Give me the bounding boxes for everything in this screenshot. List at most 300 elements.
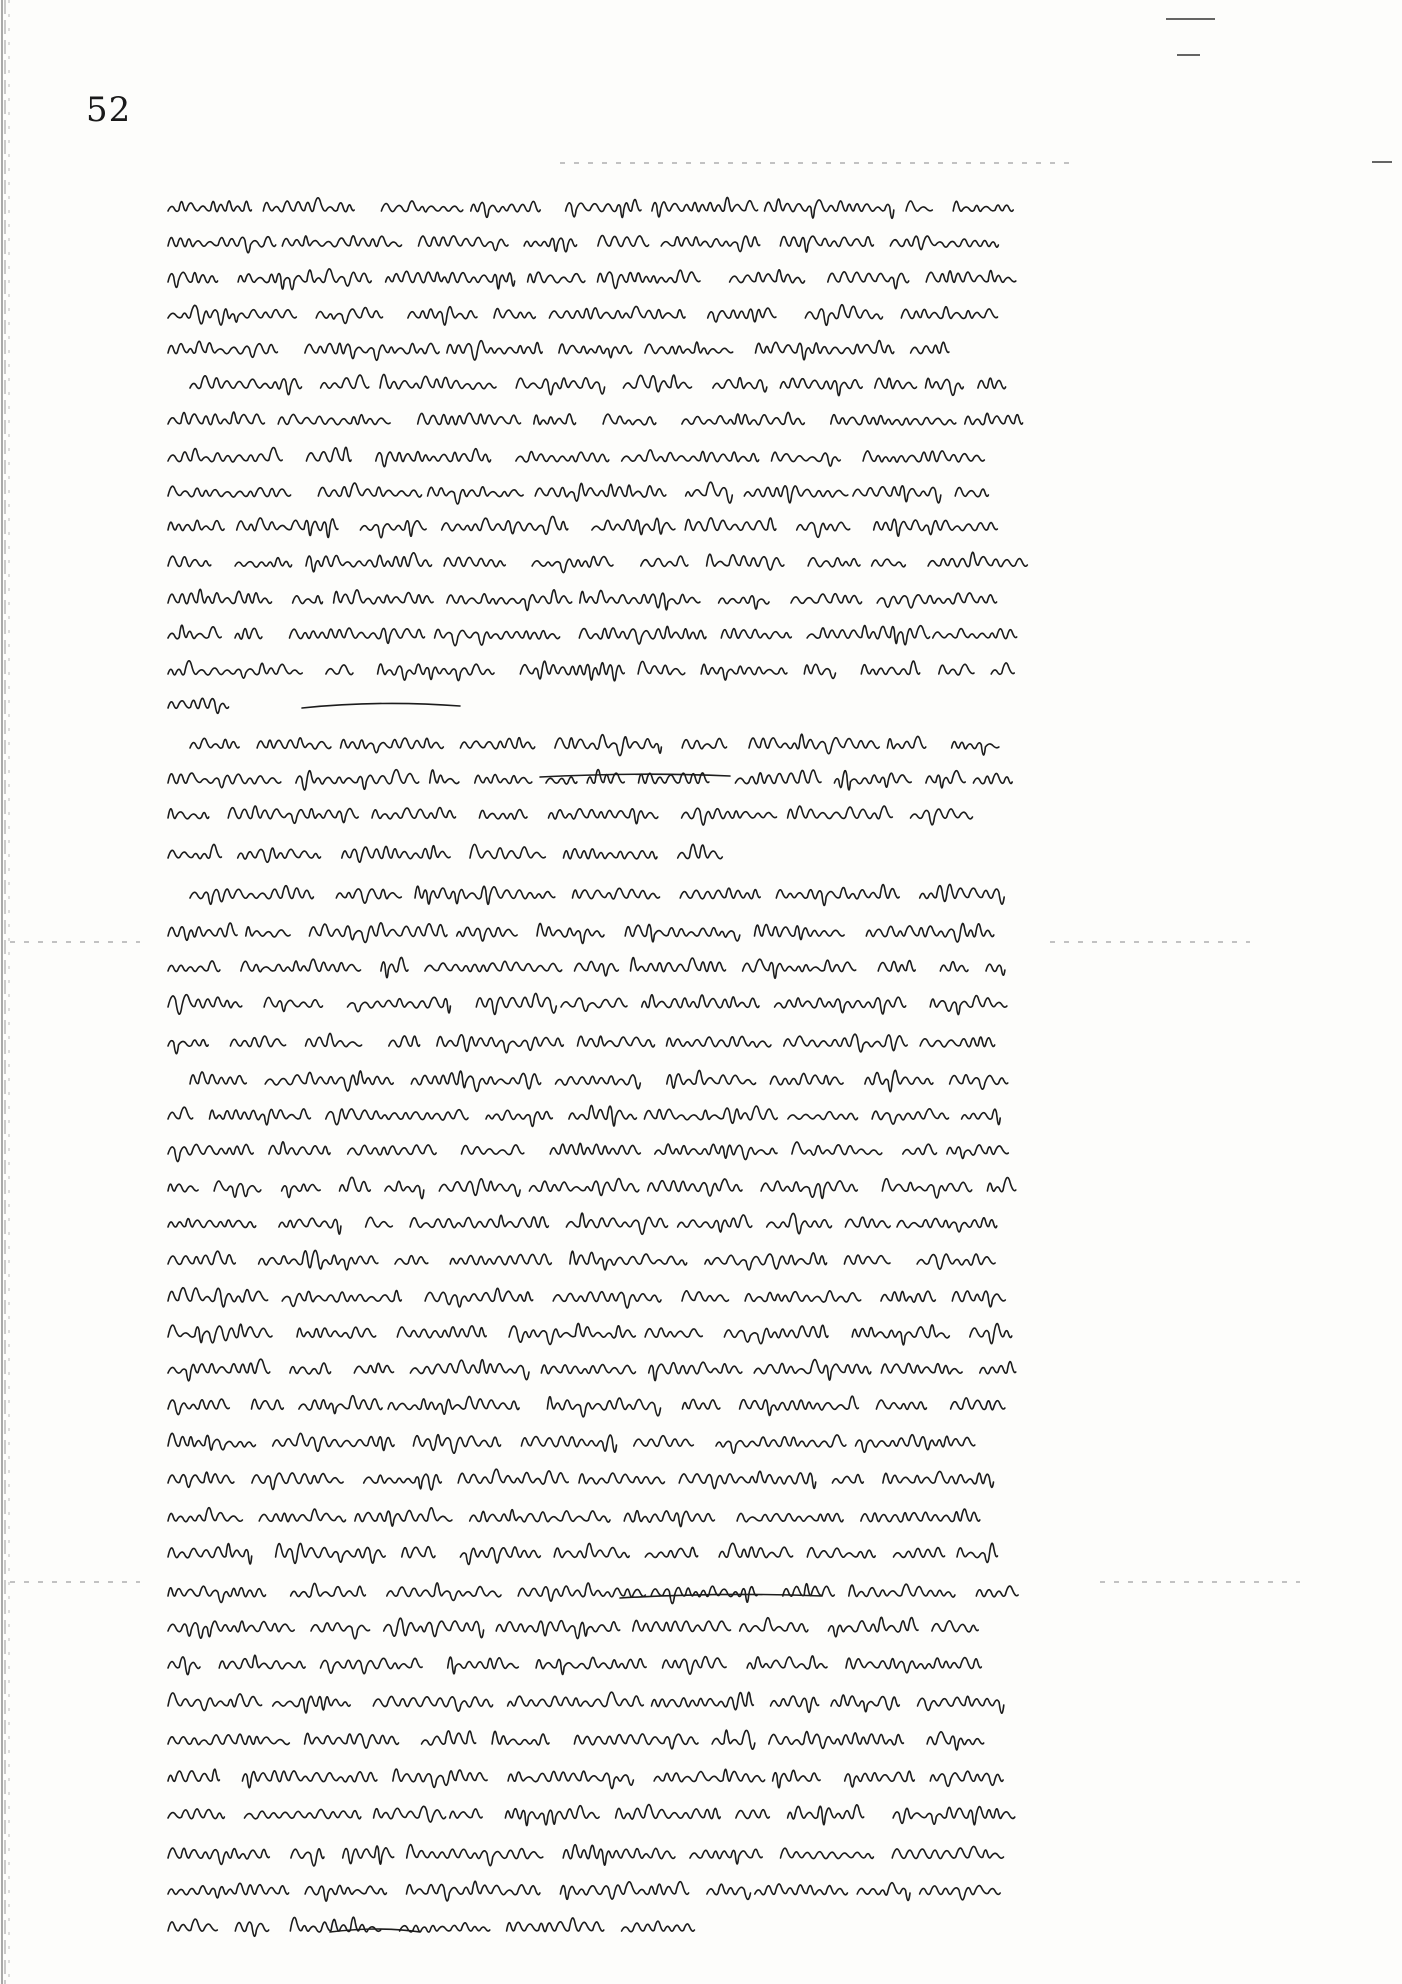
handwritten-word <box>965 413 1023 424</box>
handwritten-word <box>569 1105 637 1126</box>
handwritten-word <box>978 378 1006 389</box>
handwritten-word <box>354 1363 393 1373</box>
handwritten-word <box>508 1771 633 1788</box>
handwritten-word <box>447 341 542 360</box>
handwritten-word <box>991 663 1014 674</box>
handwritten-word <box>951 1398 1005 1410</box>
handwritten-word <box>168 1219 256 1228</box>
handwritten-word <box>411 1071 540 1091</box>
handwritten-word <box>735 770 821 784</box>
handwritten-word <box>168 844 221 858</box>
handwritten-word <box>168 1433 255 1450</box>
handwritten-word <box>655 1144 777 1159</box>
handwritten-line <box>190 734 999 755</box>
handwritten-word <box>986 964 1005 975</box>
handwritten-word <box>987 1178 1015 1192</box>
handwritten-word <box>168 698 229 713</box>
handwritten-word <box>168 1184 198 1192</box>
handwritten-word <box>168 1586 266 1602</box>
handwritten-word <box>622 450 759 462</box>
handwritten-word <box>561 998 627 1011</box>
handwritten-word <box>299 1396 382 1414</box>
handwritten-word <box>529 1179 638 1196</box>
handwritten-word <box>238 269 371 290</box>
handwritten-line <box>190 374 1006 395</box>
handwritten-word <box>707 1884 751 1899</box>
handwritten-word <box>265 1071 393 1091</box>
handwritten-word <box>708 308 776 322</box>
handwritten-line <box>168 698 229 713</box>
handwritten-word <box>857 1883 910 1901</box>
handwritten-word <box>743 959 856 978</box>
handwritten-word <box>740 1396 859 1415</box>
handwritten-word <box>476 993 556 1014</box>
handwritten-word <box>765 199 894 218</box>
handwritten-word <box>890 236 998 250</box>
handwritten-word <box>719 1543 793 1557</box>
handwritten-word <box>168 1883 289 1898</box>
handwritten-word <box>373 1696 492 1711</box>
handwritten-line <box>168 197 1013 218</box>
handwritten-word <box>252 1399 284 1409</box>
handwritten-word <box>321 1658 423 1673</box>
handwritten-word <box>834 771 911 790</box>
handwritten-word <box>682 738 727 748</box>
handwritten-word <box>555 735 662 756</box>
handwritten-word <box>957 1543 998 1562</box>
handwritten-word <box>471 201 540 217</box>
strike-through-mark <box>330 1929 420 1932</box>
handwritten-word <box>505 1806 599 1826</box>
handwritten-word <box>564 849 658 859</box>
handwritten-line <box>168 1177 1016 1198</box>
handwritten-word <box>264 997 322 1011</box>
handwritten-word <box>861 1509 980 1522</box>
handwritten-line <box>168 1845 1004 1866</box>
handwritten-line <box>168 923 994 944</box>
handwritten-word <box>598 270 701 288</box>
handwritten-word <box>381 957 408 977</box>
handwritten-word <box>645 342 733 354</box>
handwritten-word <box>622 1921 695 1932</box>
handwritten-word <box>877 593 996 608</box>
handwritten-word <box>290 628 425 643</box>
handwritten-word <box>168 1809 224 1819</box>
handwritten-word <box>649 1362 742 1380</box>
handwritten-word <box>579 626 706 644</box>
handwritten-word <box>168 520 224 530</box>
handwritten-word <box>168 1544 252 1564</box>
handwritten-word <box>550 1143 640 1154</box>
handwritten-word <box>168 1040 208 1054</box>
handwritten-word <box>740 1618 808 1632</box>
handwritten-word <box>376 449 491 467</box>
handwritten-word <box>749 734 879 754</box>
handwritten-word <box>832 1475 863 1484</box>
handwritten-word <box>724 1325 828 1343</box>
handwritten-word <box>496 1621 620 1639</box>
handwritten-word <box>257 738 331 749</box>
handwritten-word <box>380 374 496 389</box>
handwritten-word <box>381 201 462 212</box>
handwritten-word <box>872 1109 948 1124</box>
handwritten-word <box>828 1617 918 1636</box>
handwritten-word <box>926 271 1016 283</box>
handwritten-word <box>624 1511 714 1527</box>
handwritten-word <box>470 1510 610 1522</box>
handwritten-word <box>955 488 988 497</box>
handwritten-word <box>853 486 941 503</box>
handwritten-word <box>355 1508 452 1526</box>
handwritten-word <box>311 1623 370 1639</box>
handwritten-word <box>537 923 604 943</box>
handwritten-word <box>168 237 276 253</box>
handwritten-word <box>872 559 906 567</box>
handwritten-word <box>448 1657 519 1674</box>
handwritten-word <box>678 844 723 858</box>
handwritten-word <box>282 236 401 247</box>
handwritten-line <box>168 482 988 504</box>
handwritten-word <box>237 518 338 537</box>
handwritten-word <box>442 516 568 534</box>
handwritten-word <box>745 1291 861 1302</box>
handwritten-word <box>828 272 909 289</box>
handwritten-word <box>652 1692 754 1709</box>
handwritten-word <box>754 1360 871 1380</box>
handwritten-word <box>306 1033 362 1046</box>
handwritten-word <box>788 806 893 819</box>
handwritten-word <box>521 1435 616 1452</box>
handwritten-word <box>705 1253 827 1270</box>
handwritten-word <box>903 1144 937 1154</box>
handwritten-word <box>831 415 956 425</box>
handwritten-line <box>168 1433 975 1453</box>
handwritten-word <box>486 1110 552 1126</box>
handwritten-word <box>769 1732 904 1749</box>
handwritten-line <box>168 770 1012 790</box>
handwritten-word <box>603 414 656 425</box>
handwritten-line <box>168 1142 1008 1162</box>
handwritten-word <box>953 201 1013 211</box>
handwriting-lines <box>168 197 1027 1936</box>
handwritten-word <box>797 522 850 537</box>
handwritten-word <box>190 886 313 905</box>
handwritten-word <box>293 596 323 604</box>
handwritten-word <box>892 1846 1003 1858</box>
handwritten-word <box>235 558 292 567</box>
handwritten-word <box>276 1543 386 1563</box>
handwritten-word <box>168 661 302 678</box>
handwritten-word <box>279 1218 341 1234</box>
handwritten-word <box>950 1075 1008 1090</box>
handwritten-line <box>168 236 998 253</box>
handwritten-word <box>970 1324 1012 1344</box>
handwritten-word <box>246 927 290 937</box>
handwritten-word <box>520 661 624 681</box>
handwritten-word <box>952 742 999 755</box>
handwritten-word <box>228 806 358 823</box>
handwritten-word <box>973 773 1012 783</box>
handwritten-word <box>316 308 382 324</box>
handwritten-word <box>343 1846 394 1864</box>
handwritten-word <box>168 1657 200 1675</box>
handwritten-word <box>168 1769 219 1781</box>
handwritten-line <box>168 1033 995 1053</box>
handwritten-line <box>168 1617 978 1638</box>
handwritten-line <box>168 806 973 825</box>
handwritten-word <box>926 378 964 395</box>
handwritten-word <box>419 236 509 251</box>
handwritten-word <box>856 1435 975 1453</box>
handwritten-word <box>516 452 609 462</box>
handwritten-word <box>652 197 758 217</box>
handwritten-word <box>587 770 624 784</box>
handwritten-word <box>580 590 700 609</box>
handwritten-word <box>634 1436 694 1447</box>
handwritten-word <box>388 1396 519 1414</box>
handwritten-word <box>881 1363 962 1373</box>
handwritten-word <box>336 889 401 903</box>
handwritten-word <box>364 1474 442 1490</box>
handwritten-word <box>755 925 845 940</box>
handwritten-word <box>549 809 658 824</box>
handwritten-word <box>532 556 613 572</box>
handwritten-word <box>547 1397 660 1417</box>
handwritten-word <box>168 412 264 425</box>
handwritten-word <box>168 272 218 287</box>
handwritten-line <box>168 1543 998 1564</box>
handwritten-word <box>509 1323 635 1344</box>
handwritten-word <box>788 1805 864 1825</box>
handwritten-word <box>755 1884 848 1895</box>
handwritten-word <box>168 1734 289 1744</box>
handwritten-word <box>807 1548 875 1558</box>
handwritten-line <box>168 625 1017 645</box>
handwritten-word <box>273 1433 394 1451</box>
handwritten-word <box>360 521 426 538</box>
handwritten-word <box>168 625 221 639</box>
handwritten-word <box>437 1035 563 1053</box>
handwritten-word <box>389 1036 420 1047</box>
handwritten-word <box>168 1144 253 1161</box>
handwritten-word <box>737 1514 843 1522</box>
handwritten-line <box>168 1469 994 1490</box>
handwritten-line <box>168 341 949 361</box>
handwritten-word <box>291 1583 366 1597</box>
handwritten-word <box>623 375 691 392</box>
handwritten-word <box>235 1922 268 1936</box>
handwritten-word <box>168 1359 270 1381</box>
handwritten-word <box>566 1213 667 1234</box>
handwritten-word <box>439 1179 520 1197</box>
handwritten-word <box>744 486 848 503</box>
handwritten-word <box>901 307 997 319</box>
handwritten-word <box>887 736 925 748</box>
handwritten-word <box>928 552 1027 567</box>
handwritten-word <box>541 1365 635 1374</box>
handwritten-word <box>686 482 733 503</box>
handwritten-word <box>881 1291 935 1302</box>
handwritten-word <box>366 1217 393 1227</box>
handwritten-word <box>168 995 242 1015</box>
handwritten-word <box>168 1472 234 1487</box>
handwritten-word <box>756 341 894 360</box>
handwritten-word <box>918 1696 1004 1713</box>
handwritten-word <box>462 1145 524 1155</box>
handwritten-word <box>340 1177 371 1191</box>
handwritten-line <box>168 1323 1012 1344</box>
handwritten-word <box>678 1215 752 1232</box>
handwritten-word <box>920 1037 995 1047</box>
handwritten-word <box>430 770 459 784</box>
handwritten-word <box>528 272 585 283</box>
handwritten-word <box>730 270 805 283</box>
handwritten-word <box>242 1771 377 1788</box>
handwritten-word <box>641 556 688 566</box>
handwritten-word <box>534 414 576 425</box>
handwritten-line <box>168 1213 997 1234</box>
handwritten-line <box>190 1070 1008 1091</box>
handwritten-word <box>882 1179 971 1198</box>
handwritten-word <box>326 1109 468 1125</box>
handwritten-word <box>168 556 211 566</box>
handwritten-word <box>494 309 535 319</box>
handwritten-line <box>168 1105 1000 1126</box>
handwritten-word <box>947 1145 1008 1159</box>
handwritten-word <box>616 1805 721 1819</box>
handwritten-word <box>625 924 740 941</box>
handwritten-word <box>808 558 860 567</box>
handwritten-line <box>168 661 1014 681</box>
handwritten-word <box>831 1695 899 1712</box>
handwritten-word <box>911 809 973 825</box>
handwritten-word <box>878 961 915 972</box>
handwritten-word <box>306 447 351 461</box>
handwritten-word <box>721 629 791 639</box>
handwritten-line <box>168 552 1027 572</box>
handwritten-word <box>460 738 534 749</box>
handwritten-word <box>642 995 759 1008</box>
handwritten-word <box>475 775 532 784</box>
handwritten-line <box>168 1655 981 1674</box>
handwritten-word <box>920 884 1005 904</box>
handwritten-line <box>168 1288 1005 1308</box>
handwritten-word <box>168 1288 268 1307</box>
handwritten-word <box>682 1291 729 1301</box>
handwritten-word <box>334 590 434 604</box>
handwritten-word <box>470 844 545 858</box>
handwritten-word <box>736 1810 769 1819</box>
handwritten-word <box>168 1107 193 1119</box>
handwritten-word <box>259 1509 345 1522</box>
handwritten-word <box>415 886 555 904</box>
handwritten-word <box>168 341 277 357</box>
handwritten-word <box>952 1291 1005 1307</box>
handwritten-word <box>719 596 769 609</box>
handwritten-word <box>574 1734 698 1749</box>
handwritten-word <box>893 1807 1015 1825</box>
page-number: 52 <box>86 90 132 130</box>
handwritten-word <box>374 1806 446 1822</box>
handwritten-word <box>507 1918 604 1932</box>
handwritten-line <box>168 1881 1000 1901</box>
handwritten-line <box>168 1583 1018 1604</box>
handwritten-word <box>273 1696 351 1713</box>
handwritten-word <box>458 1469 568 1484</box>
handwritten-word <box>479 810 527 819</box>
handwritten-word <box>372 808 456 819</box>
handwritten-word <box>866 923 994 941</box>
handwritten-word <box>771 1696 819 1712</box>
handwritten-word <box>713 378 767 392</box>
handwritten-word <box>773 1770 821 1788</box>
handwritten-word <box>450 1809 482 1818</box>
handwritten-word <box>980 1362 1016 1374</box>
handwritten-word <box>321 375 369 388</box>
handwritten-word <box>245 1809 361 1818</box>
handwritten-word <box>845 1771 915 1787</box>
handwritten-word <box>772 452 841 466</box>
handwritten-word <box>638 661 685 674</box>
handwritten-word <box>911 342 949 353</box>
handwritten-word <box>168 1251 235 1264</box>
handwritten-line <box>168 1359 1016 1381</box>
handwritten-word <box>598 236 649 247</box>
handwritten-word <box>776 885 899 906</box>
handwritten-word <box>305 1733 399 1748</box>
handwritten-word <box>976 1586 1018 1597</box>
handwritten-word <box>663 1657 727 1675</box>
handwritten-word <box>932 1621 978 1632</box>
handwritten-word <box>556 1075 641 1089</box>
handwritten-word <box>940 962 968 972</box>
handwritten-word <box>852 1325 949 1345</box>
handwritten-word <box>863 451 984 462</box>
handwritten-word <box>418 413 521 424</box>
handwritten-word <box>775 997 906 1014</box>
handwritten-line <box>168 447 984 466</box>
handwritten-word <box>241 959 361 972</box>
handwritten-word <box>460 1547 540 1564</box>
handwritten-word <box>168 589 272 603</box>
handwritten-word <box>578 1036 655 1047</box>
handwritten-word <box>291 1849 324 1866</box>
handwritten-word <box>422 1731 476 1745</box>
handwritten-word <box>747 1656 827 1669</box>
handwritten-word <box>685 518 776 531</box>
handwritten-word <box>407 1881 540 1901</box>
handwritten-word <box>252 1473 343 1489</box>
handwritten-word <box>296 770 419 790</box>
strike-through-mark <box>540 774 730 777</box>
handwritten-word <box>939 664 974 675</box>
handwritten-word <box>219 1655 305 1669</box>
handwritten-word <box>385 1181 424 1198</box>
handwritten-word <box>804 664 835 678</box>
handwritten-word <box>168 1848 269 1864</box>
handwritten-word <box>865 1070 933 1091</box>
handwritten-line <box>168 1917 694 1936</box>
handwritten-word <box>168 486 291 497</box>
handwritten-word <box>573 888 660 899</box>
handwritten-word <box>874 519 998 536</box>
handwritten-word <box>492 1731 549 1745</box>
handwritten-line <box>168 1508 980 1527</box>
handwritten-line <box>190 884 1004 905</box>
handwritten-word <box>168 1919 217 1931</box>
handwritten-word <box>716 1435 846 1453</box>
handwritten-word <box>927 1732 984 1750</box>
